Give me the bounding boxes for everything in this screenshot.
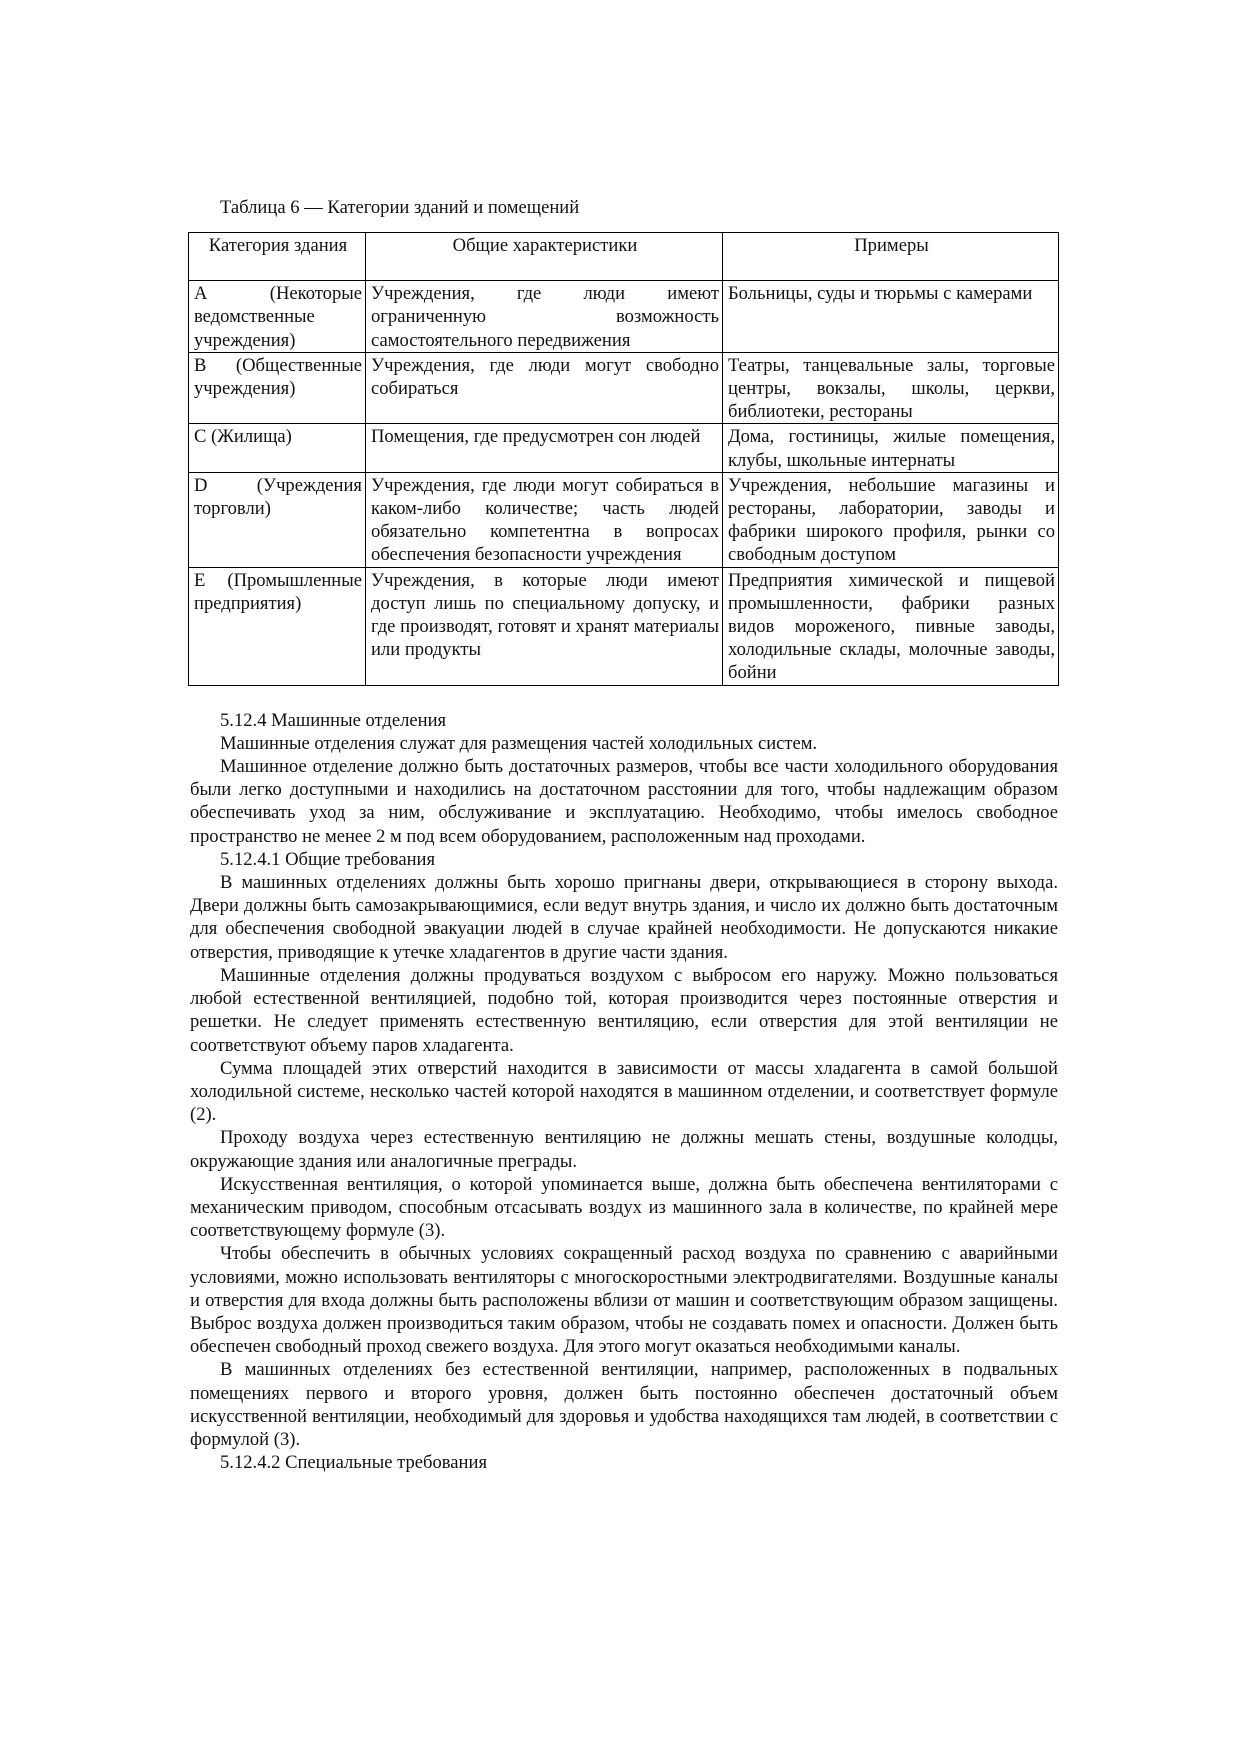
cell-category: B (Общественные учреждения) bbox=[189, 352, 366, 424]
table-caption: Таблица 6 — Категории зданий и помещений bbox=[220, 197, 580, 218]
table-header-row bbox=[189, 233, 1059, 281]
cell-characteristics: Учреждения, где люди могут свободно собираться bbox=[366, 352, 723, 424]
paragraph: В машинных отделениях без естественной вентиляции, например, расположенных в подвальных помещениях первого и второго уровня, должен быть постоянно обеспечен достаточный объем искусственной вентиляции, необходимый для здоровья и удобства находящихся там людей, в соответствии с формулой (3). bbox=[190, 1359, 1058, 1450]
cell-characteristics: Учреждения, в которые люди имеют доступ лишь по специальному допуску, и где производят, готовят и хранят материалы или продукты bbox=[366, 567, 723, 685]
paragraph: В машинных отделениях должны быть хорошо пригнаны двери, открывающиеся в сторону выхода. Двери должны быть самозакрывающимися, если ведут внутрь здания, и число их должно быть достаточным для обеспечения свободной эвакуации людей в случае крайней необходимости. Не допускаются никакие отверстия, приводящие к утечке хладагентов в другие части здания. bbox=[190, 872, 1058, 963]
cell-category: A (Некоторые ведомственные учреждения) bbox=[189, 281, 366, 353]
header-characteristics: Общие характеристики bbox=[366, 233, 723, 281]
table-row bbox=[189, 281, 1059, 353]
section-heading: 5.12.4 Машинные отделения bbox=[220, 709, 447, 731]
paragraph: Проходу воздуха через естественную вентиляцию не должны мешать стены, воздушные колодцы, окружающие здания или аналогичные преграды. bbox=[190, 1127, 1058, 1172]
paragraph: Чтобы обеспечить в обычных условиях сокращенный расход воздуха по сравнению с аварийными условиями, можно использовать вентиляторы с многоскоростными электродвигателями. Воздушные каналы и отверстия для входа должны быть расположены вблизи от машин и соответствующим образом защищены. Выброс воздуха должен производиться таким образом, чтобы не создавать помех и опасности. Должен быть обеспечен свободный проход свежего воздуха. Для этого могут оказаться необходимыми каналы. bbox=[190, 1243, 1058, 1358]
cell-examples: Дома, гостиницы, жилые помещения, клубы, школьные интернаты bbox=[723, 424, 1059, 472]
building-categories-table bbox=[188, 232, 1059, 685]
cell-category: D (Учреждения торговли) bbox=[189, 472, 366, 567]
cell-examples: Учреждения, небольшие магазины и рестораны, лаборатории, заводы и фабрики широкого профиля, рынки со свободным доступом bbox=[723, 472, 1059, 567]
table-row bbox=[189, 567, 1059, 685]
paragraph: Машинные отделения служат для размещения частей холодильных систем. bbox=[220, 732, 818, 754]
header-examples: Примеры bbox=[723, 233, 1059, 281]
subsection-heading: 5.12.4.1 Общие требования bbox=[220, 848, 436, 870]
table-row bbox=[189, 352, 1059, 424]
cell-characteristics: Учреждения, где люди могут собираться в каком-либо количестве; часть людей обязательно компетентна в вопросах обеспечения безопасности учреждения bbox=[366, 472, 723, 567]
paragraph: Машинное отделение должно быть достаточных размеров, чтобы все части холодильного оборудования были легко доступными и находились на достаточном расстоянии для того, чтобы надлежащим образом обеспечивать уход за ним, обслуживание и эксплуатацию. Необходимо, чтобы имелось свободное пространство не менее 2 м под всем оборудованием, расположенным над проходами. bbox=[190, 756, 1058, 847]
cell-examples: Театры, танцевальные залы, торговые центры, вокзалы, школы, церкви, библиотеки, рестораны bbox=[723, 352, 1059, 424]
cell-examples: Предприятия химической и пищевой промышленности, фабрики разных видов мороженого, пивные заводы, холодильные склады, молочные заводы, бойни bbox=[723, 567, 1059, 685]
paragraph: Искусственная вентиляция, о которой упоминается выше, должна быть обеспечена вентиляторами с механическим приводом, способным отсасывать воздух из машинного зала в количестве, по крайней мере соответствующему формуле (3). bbox=[190, 1173, 1058, 1242]
paragraph: Сумма площадей этих отверстий находится в зависимости от массы хладагента в самой большой холодильной системе, несколько частей которой находятся в машинном отделении, и соответствует формуле (2). bbox=[190, 1057, 1058, 1126]
cell-examples: Больницы, суды и тюрьмы с камерами bbox=[723, 281, 1059, 353]
section-body bbox=[190, 709, 1058, 1475]
subsection-heading: 5.12.4.2 Специальные требования bbox=[220, 1452, 488, 1474]
cell-characteristics: Помещения, где предусмотрен сон людей bbox=[366, 424, 723, 472]
table-row bbox=[189, 424, 1059, 472]
cell-characteristics: Учреждения, где люди имеют ограниченную возможность самостоятельного передвижения bbox=[366, 281, 723, 353]
table-row bbox=[189, 472, 1059, 567]
paragraph: Машинные отделения должны продуваться воздухом с выбросом его наружу. Можно пользоваться любой естественной вентиляцией, подобно той, которая производится через постоянные отверстия и решетки. Не следует применять естественную вентиляцию, если отверстия для этой вентиляции не соответствуют объему паров хладагента. bbox=[190, 964, 1058, 1056]
cell-category: E (Промышленные предприятия) bbox=[189, 567, 366, 685]
document-page bbox=[190, 196, 1058, 1474]
header-category: Категория здания bbox=[189, 233, 366, 281]
cell-category: C (Жилища) bbox=[189, 424, 366, 472]
